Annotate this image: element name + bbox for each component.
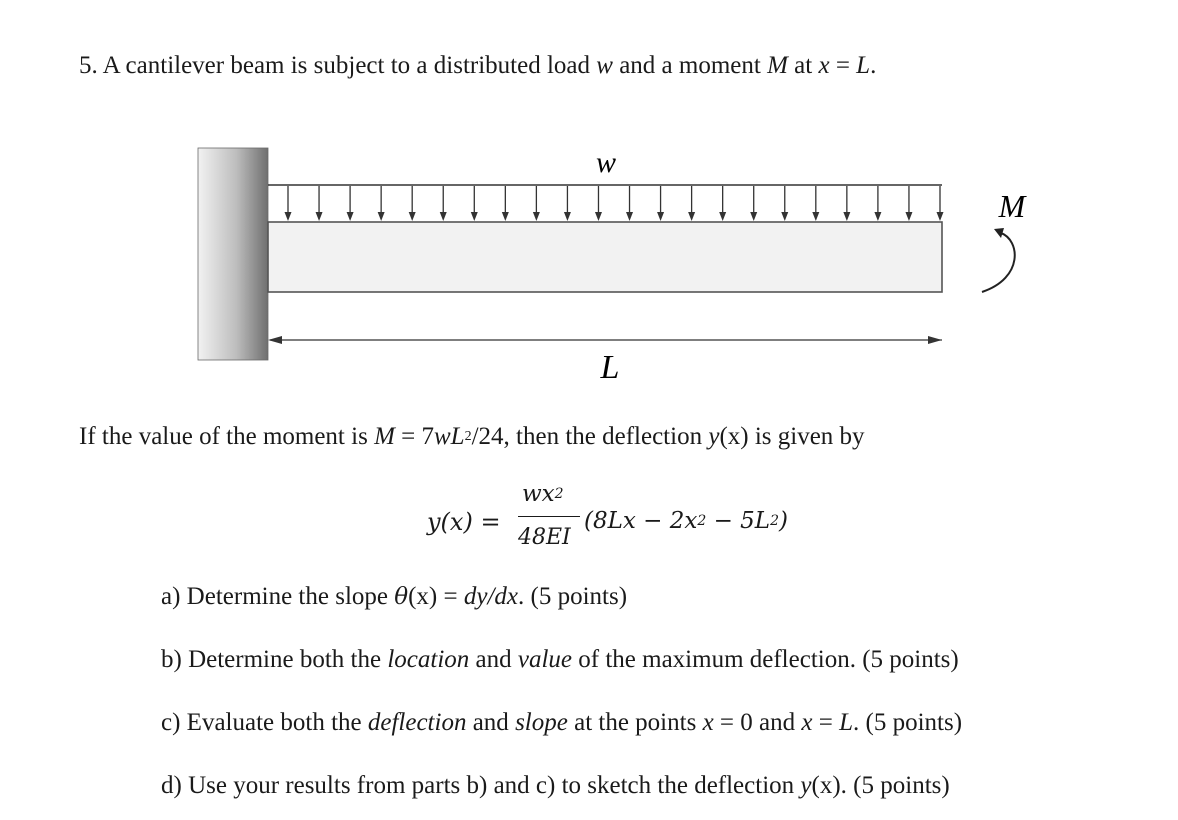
question-c-and: and bbox=[466, 709, 516, 736]
intro-text: If the value of the moment is bbox=[79, 423, 368, 450]
numerator-base: wx bbox=[522, 481, 555, 507]
question-c-deflection: deflection bbox=[367, 709, 467, 736]
question-a bbox=[161, 584, 627, 609]
rhs-exponent-1: 2 bbox=[697, 513, 707, 529]
fixed-wall-support bbox=[198, 148, 268, 360]
x-variable: x bbox=[818, 52, 830, 79]
load-arrow-head bbox=[316, 212, 323, 221]
load-arrow-head bbox=[937, 212, 944, 221]
numerator-exponent: 2 bbox=[554, 486, 564, 502]
theta-symbol: θ bbox=[394, 584, 409, 610]
rhs-part-c: ) bbox=[779, 508, 788, 534]
intro-m: M bbox=[374, 423, 395, 450]
rhs-part-a: (8Lx − 2x bbox=[584, 508, 698, 534]
distributed-load-arrows bbox=[285, 186, 944, 221]
intro-eq: = 7 bbox=[401, 423, 434, 450]
deflection-equation bbox=[427, 477, 847, 557]
length-dimension-arrow bbox=[268, 336, 942, 344]
load-arrow-head bbox=[564, 212, 571, 221]
intro-wl: wL bbox=[434, 423, 465, 450]
load-arrow-head bbox=[781, 212, 788, 221]
problem-text-1: A cantilever beam is subject to a distributed load bbox=[102, 52, 590, 79]
question-c-suffix: . (5 points) bbox=[853, 709, 963, 736]
load-arrow-head bbox=[471, 212, 478, 221]
intro-square: 2 bbox=[464, 429, 472, 444]
question-c-slope: slope bbox=[515, 709, 568, 736]
load-arrow-head bbox=[378, 212, 385, 221]
equation-lhs: y(x) = bbox=[427, 508, 501, 536]
question-a-mid: (x) = bbox=[408, 583, 464, 610]
load-arrow-head bbox=[657, 212, 664, 221]
period: . bbox=[870, 52, 877, 79]
question-d-text: d) Use your results from parts b) and c) to sketch the deflection bbox=[161, 772, 801, 799]
moment-symbol: M bbox=[767, 52, 788, 79]
question-c-text: c) Evaluate both the bbox=[161, 709, 368, 736]
equals-sign: = bbox=[835, 52, 850, 79]
question-b-value: value bbox=[517, 646, 573, 673]
question-b-suffix: of the maximum deflection. (5 points) bbox=[572, 646, 959, 673]
question-c-eq0: = 0 and bbox=[713, 709, 802, 736]
load-arrow-head bbox=[440, 212, 447, 221]
question-c-x1: x bbox=[702, 709, 714, 736]
problem-number: 5. bbox=[79, 52, 98, 79]
question-b-location: location bbox=[387, 646, 470, 673]
question-b-text: b) Determine both the bbox=[161, 646, 388, 673]
load-arrow-head bbox=[347, 212, 354, 221]
load-arrow-head bbox=[812, 212, 819, 221]
question-c-L: L bbox=[839, 709, 853, 736]
rhs-part-b: − 5L bbox=[706, 508, 771, 534]
problem-text-3: at bbox=[794, 52, 813, 79]
problem-text-2: and a moment bbox=[619, 52, 761, 79]
question-c bbox=[161, 710, 962, 735]
rhs-exponent-2: 2 bbox=[770, 513, 780, 529]
question-c-x2: x bbox=[801, 709, 813, 736]
moment-arrow-icon bbox=[982, 228, 1015, 292]
question-b-and: and bbox=[469, 646, 518, 673]
question-c-mid: at the points bbox=[567, 709, 703, 736]
question-a-derivative: dy/dx bbox=[463, 583, 518, 610]
question-d-y: y bbox=[800, 772, 812, 799]
load-arrow-head bbox=[533, 212, 540, 221]
intro-tail: is given by bbox=[754, 423, 865, 450]
load-arrow-head bbox=[409, 212, 416, 221]
question-a-suffix: . (5 points) bbox=[518, 583, 628, 610]
load-arrow-head bbox=[750, 212, 757, 221]
equation-numerator bbox=[522, 481, 564, 507]
load-label-w: w bbox=[595, 146, 617, 179]
question-c-eqL: = bbox=[812, 709, 840, 736]
intro-y: y bbox=[708, 423, 720, 450]
moment-value-statement bbox=[79, 424, 865, 449]
beam-body bbox=[268, 222, 942, 292]
moment-label-m: M bbox=[998, 188, 1026, 224]
question-b bbox=[161, 647, 959, 672]
question-d bbox=[161, 773, 950, 798]
equation-rhs bbox=[584, 508, 788, 534]
length-symbol: L bbox=[856, 52, 871, 79]
intro-x: (x) bbox=[719, 423, 749, 450]
equation-denominator: 48EI bbox=[518, 525, 571, 550]
question-d-x: (x) bbox=[811, 772, 841, 799]
question-d-suffix: . (5 points) bbox=[840, 772, 950, 799]
fraction-bar bbox=[518, 516, 580, 517]
length-label-l: L bbox=[600, 349, 620, 386]
load-arrow-head bbox=[626, 212, 633, 221]
load-arrow-head bbox=[905, 212, 912, 221]
intro-rest: /24, then the deflection bbox=[471, 423, 703, 450]
load-arrow-head bbox=[502, 212, 509, 221]
load-arrow-head bbox=[843, 212, 850, 221]
load-arrow-head bbox=[595, 212, 602, 221]
load-arrow-head bbox=[874, 212, 881, 221]
question-a-text: a) Determine the slope bbox=[161, 583, 395, 610]
load-arrow-head bbox=[285, 212, 292, 221]
equation-fraction bbox=[518, 477, 580, 557]
load-arrow-head bbox=[688, 212, 695, 221]
load-symbol: w bbox=[596, 52, 613, 79]
load-arrow-head bbox=[719, 212, 726, 221]
